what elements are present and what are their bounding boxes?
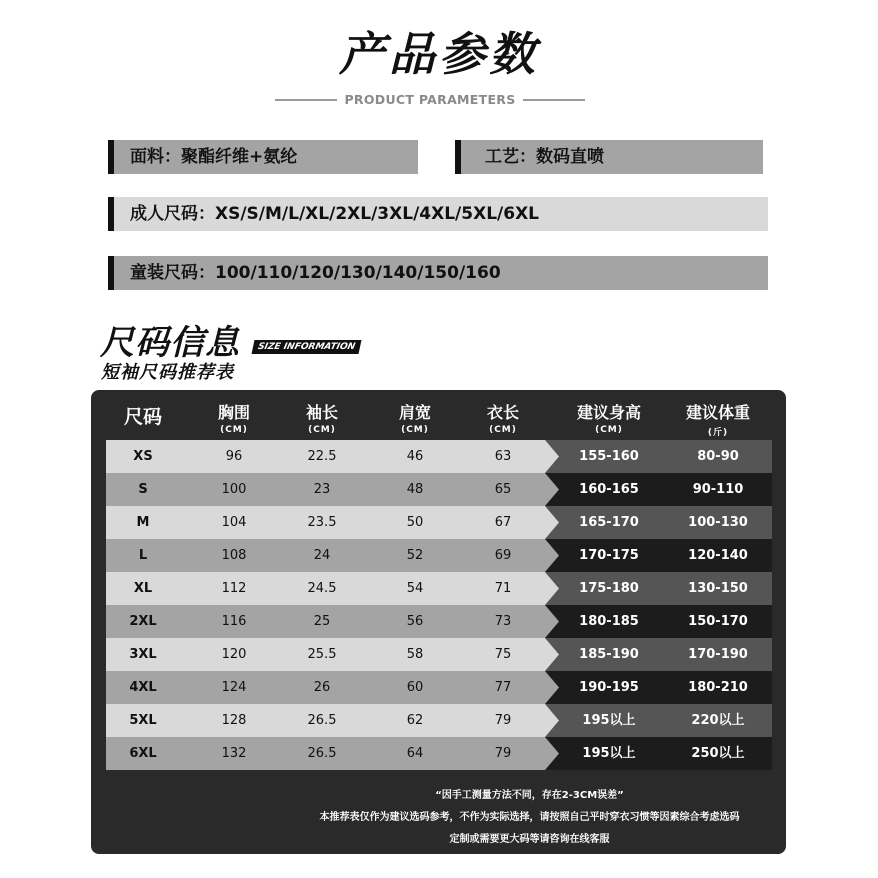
- table-cell: 100-130: [688, 515, 748, 530]
- table-cell: 175-180: [579, 581, 639, 596]
- table-cell: 62: [406, 713, 424, 728]
- table-cell: 22.5: [307, 449, 337, 464]
- param-accent-bar: [108, 197, 114, 231]
- table-cell: 3XL: [129, 647, 157, 662]
- column-header: [559, 400, 659, 435]
- column-header-unit: (CM): [220, 425, 248, 435]
- column-header-title: 建议体重: [685, 403, 750, 422]
- table-cell: 165-170: [579, 515, 639, 530]
- table-cell: 65: [494, 482, 512, 497]
- table-cell: 5XL: [129, 713, 157, 728]
- table-cell: 26.5: [307, 713, 337, 728]
- param-craft: [455, 140, 763, 174]
- note-custom-order: 定制或需要更大码等请咨询在线客服: [449, 834, 610, 845]
- param-kids-sizes-text: 童装尺码：100/110/120/130/140/150/160: [130, 263, 501, 283]
- table-cell: 24: [313, 548, 331, 563]
- table-cell: 67: [494, 515, 512, 530]
- table-cell: 60: [406, 680, 424, 695]
- param-craft-text: 工艺：数码直喷: [485, 147, 604, 167]
- size-info-heading: 尺码信息: [100, 323, 240, 363]
- table-cell: 23: [313, 482, 331, 497]
- column-header: [453, 400, 553, 435]
- table-cell: 71: [494, 581, 512, 596]
- table-cell: 64: [406, 746, 424, 761]
- column-header-title: 肩宽: [398, 403, 431, 422]
- column-header-title: 衣长: [486, 403, 519, 422]
- column-header: [93, 402, 193, 429]
- table-cell: 190-195: [579, 680, 639, 695]
- table-cell: 52: [406, 548, 424, 563]
- table-cell: 26.5: [307, 746, 337, 761]
- table-cell: 80-90: [697, 449, 739, 464]
- table-cell: 73: [494, 614, 512, 629]
- table-cell: 2XL: [129, 614, 157, 629]
- column-header-unit: (CM): [401, 425, 429, 435]
- column-header-title: 袖长: [305, 403, 338, 422]
- column-header-title: 胸围: [217, 403, 250, 422]
- table-cell: 108: [221, 548, 247, 563]
- table-cell: 90-110: [692, 482, 744, 497]
- column-header-title: 尺码: [123, 406, 162, 428]
- table-cell: 220以上: [691, 713, 745, 728]
- table-cell: 155-160: [579, 449, 639, 464]
- column-header-unit: (CM): [489, 425, 517, 435]
- table-cell: 250以上: [691, 746, 745, 761]
- column-header: [184, 400, 284, 435]
- page-subtitle: PRODUCT PARAMETERS: [344, 92, 516, 107]
- table-cell: 104: [221, 515, 247, 530]
- table-cell: L: [138, 548, 148, 563]
- table-cell: 120: [221, 647, 247, 662]
- table-cell: 180-210: [688, 680, 748, 695]
- column-header-unit: (CM): [595, 425, 623, 435]
- table-cell: 120-140: [688, 548, 748, 563]
- param-accent-bar: [108, 140, 114, 174]
- subtitle-divider-right: [523, 99, 585, 101]
- table-cell: 25: [313, 614, 331, 629]
- table-cell: 6XL: [129, 746, 157, 761]
- param-accent-bar: [108, 256, 114, 290]
- table-cell: 23.5: [307, 515, 337, 530]
- table-cell: S: [138, 482, 148, 497]
- note-measurement-error: “因手工测量方法不同，存在2-3CM误差”: [435, 790, 624, 801]
- column-header-unit: (CM): [308, 425, 336, 435]
- subtitle-divider-left: [275, 99, 337, 101]
- size-table-panel: [91, 390, 786, 854]
- table-cell: 132: [221, 746, 247, 761]
- table-cell: 50: [406, 515, 424, 530]
- table-cell: XL: [133, 581, 153, 596]
- table-cell: M: [136, 515, 150, 530]
- table-cell: 170-175: [579, 548, 639, 563]
- table-cell: 79: [494, 713, 512, 728]
- param-fabric-text: 面料：聚酯纤维+氨纶: [130, 147, 298, 167]
- column-header-unit: (斤): [707, 428, 729, 438]
- table-cell: 195以上: [582, 746, 636, 761]
- page-subtitle-row: [275, 90, 585, 110]
- table-cell: 124: [221, 680, 247, 695]
- table-cell: 170-190: [688, 647, 748, 662]
- param-accent-bar: [455, 140, 461, 174]
- table-cell: 56: [406, 614, 424, 629]
- table-cell: 77: [494, 680, 512, 695]
- table-cell: 150-170: [688, 614, 748, 629]
- param-fabric: [108, 140, 418, 174]
- param-adult-sizes-text: 成人尺码：XS/S/M/L/XL/2XL/3XL/4XL/5XL/6XL: [130, 204, 540, 224]
- size-info-subheading: 短袖尺码推荐表: [101, 362, 234, 383]
- table-cell: 116: [221, 614, 247, 629]
- table-cell: 180-185: [579, 614, 639, 629]
- table-cell: 24.5: [307, 581, 337, 596]
- table-cell: XS: [133, 449, 153, 464]
- table-cell: 160-165: [579, 482, 639, 497]
- size-info-tag: SIZE INFORMATION: [252, 340, 362, 354]
- table-cell: 112: [221, 581, 247, 596]
- table-cell: 96: [225, 449, 243, 464]
- page-title: 产品参数: [339, 27, 539, 81]
- column-header: [272, 400, 372, 435]
- table-cell: 185-190: [579, 647, 639, 662]
- table-cell: 128: [221, 713, 247, 728]
- param-kids-sizes: [108, 256, 768, 290]
- table-cell: 4XL: [129, 680, 157, 695]
- table-cell: 46: [406, 449, 424, 464]
- table-cell: 63: [494, 449, 512, 464]
- table-cell: 195以上: [582, 713, 636, 728]
- table-cell: 79: [494, 746, 512, 761]
- note-recommendation: 本推荐表仅作为建议选码参考，不作为实际选择，请按照自己平时穿衣习惯等因素综合考虑选码: [319, 812, 740, 823]
- table-cell: 130-150: [688, 581, 748, 596]
- table-cell: 54: [406, 581, 424, 596]
- table-cell: 75: [494, 647, 512, 662]
- table-cell: 58: [406, 647, 424, 662]
- param-adult-sizes: [108, 197, 768, 231]
- column-header: [365, 400, 465, 435]
- table-cell: 25.5: [307, 647, 337, 662]
- table-cell: 100: [221, 482, 247, 497]
- table-cell: 69: [494, 548, 512, 563]
- table-cell: 26: [313, 680, 331, 695]
- column-header-title: 建议身高: [576, 403, 641, 422]
- column-header: [668, 400, 768, 438]
- table-cell: 48: [406, 482, 424, 497]
